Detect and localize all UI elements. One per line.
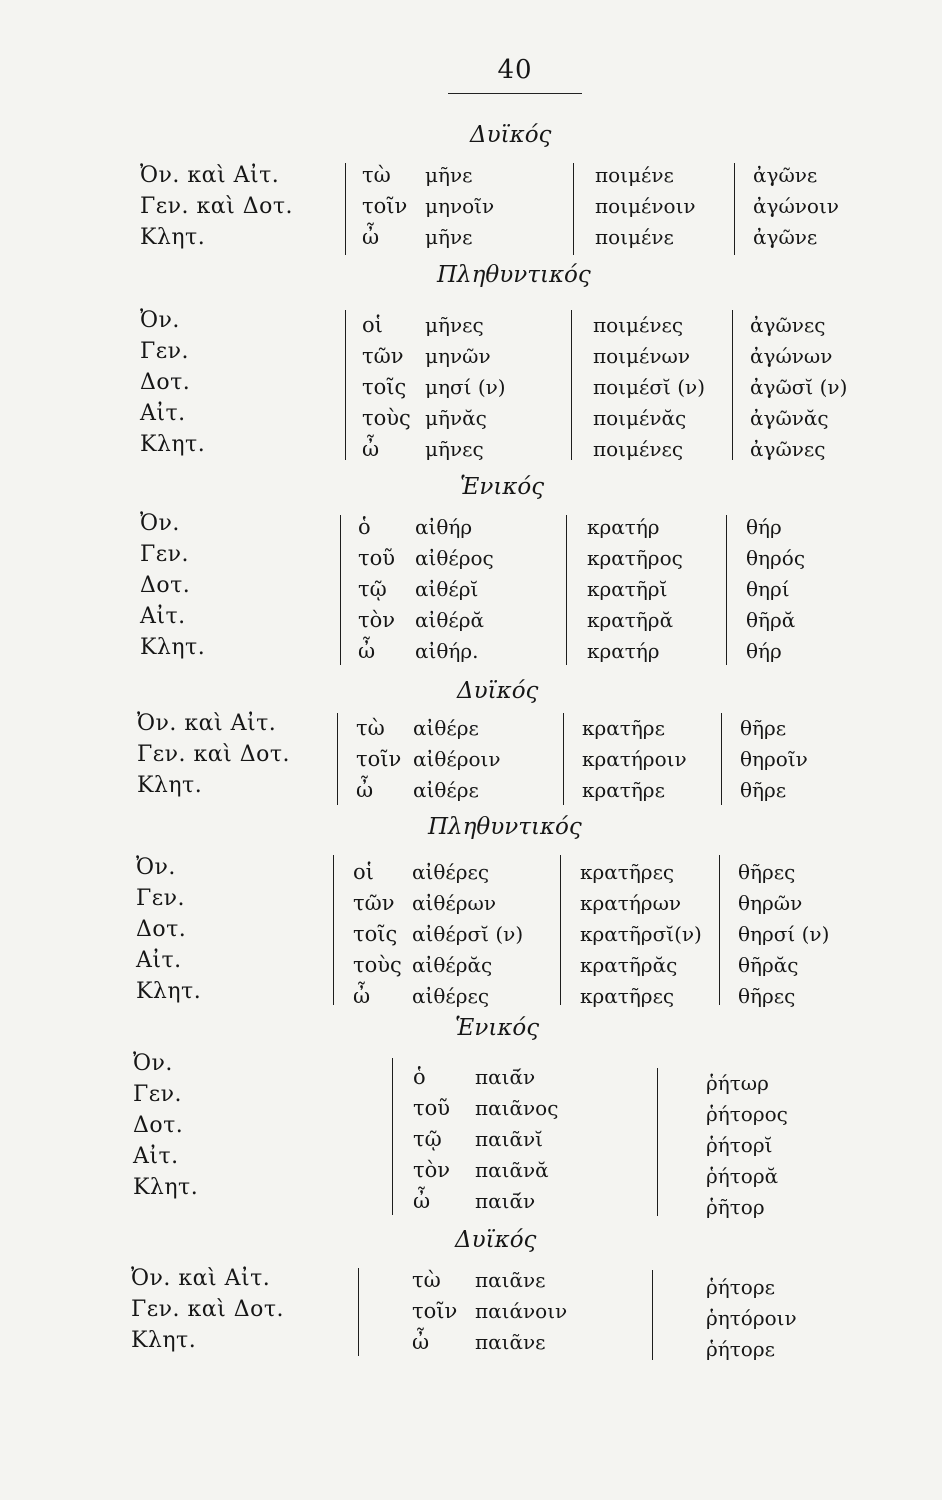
noun-form: παιᾶνᾰ <box>475 1158 549 1182</box>
noun-form: ῥήτορῐ <box>706 1133 773 1157</box>
noun-form: αἰθέρων <box>412 891 496 915</box>
case-label: Γεν. <box>133 1082 183 1107</box>
page-number: 40 <box>497 55 533 85</box>
noun-column <box>750 310 847 465</box>
article: τοῦ <box>413 1096 451 1120</box>
noun-form: ποιμένων <box>593 344 691 368</box>
page-number-rule <box>448 93 582 94</box>
noun-column <box>753 160 839 253</box>
case-label: Ὀν. <box>140 308 180 333</box>
noun-form: θηρί <box>746 577 790 601</box>
article: τοῖς <box>362 375 407 399</box>
noun-form: αἰθήρ <box>415 515 473 539</box>
article-column <box>362 160 407 253</box>
noun-form: κρατῆρες <box>580 860 675 884</box>
column-divider <box>571 310 572 460</box>
noun-form: παιᾱ́ν <box>475 1189 536 1213</box>
noun-form: ἀγῶνες <box>750 437 826 461</box>
case-labels <box>131 1263 284 1356</box>
column-divider <box>345 310 346 460</box>
case-labels <box>136 852 201 1007</box>
noun-column <box>595 160 696 253</box>
article: τῶν <box>353 891 395 915</box>
case-labels <box>133 1048 198 1203</box>
case-label: Ὀν. καὶ Αἰτ. <box>140 163 280 188</box>
article-column <box>362 310 411 465</box>
article: τοὺς <box>353 953 402 977</box>
article: τοῖς <box>353 922 398 946</box>
case-label: Γεν. <box>140 542 190 567</box>
article: ὦ <box>358 639 376 663</box>
noun-column <box>475 1062 558 1217</box>
heading-dual: Δυϊκός <box>455 1227 537 1253</box>
case-label: Δοτ. <box>133 1113 184 1138</box>
case-label: Γεν. καὶ Δοτ. <box>140 194 294 219</box>
noun-form: θήρ <box>746 639 782 663</box>
heading-plural: Πληθυντικός <box>428 814 582 840</box>
case-label: Γεν. καὶ Δοτ. <box>137 742 291 767</box>
noun-form: μῆνες <box>425 313 484 337</box>
case-label: Κλητ. <box>140 225 206 250</box>
case-labels <box>140 305 205 460</box>
noun-form: αἰθέρε <box>413 778 479 802</box>
article: ὦ <box>356 778 374 802</box>
article: ὁ <box>413 1065 426 1089</box>
case-labels <box>140 508 205 663</box>
article: τὼ <box>362 163 391 187</box>
noun-form: μῆνε <box>425 163 473 187</box>
article: ὦ <box>362 225 380 249</box>
noun-form: κρατῆρε <box>582 716 665 740</box>
case-label: Κλητ. <box>131 1328 197 1353</box>
case-label: Δοτ. <box>140 370 191 395</box>
noun-form: ῥήτορε <box>706 1275 775 1299</box>
noun-form: αἰθέρᾰ <box>415 608 485 632</box>
article-column <box>356 713 401 806</box>
noun-form: θηρός <box>746 546 806 570</box>
noun-form: μῆνες <box>425 437 484 461</box>
noun-column <box>475 1265 567 1358</box>
noun-form: αἰθέρσῐ (ν) <box>412 922 524 946</box>
heading-plural: Πληθυντικός <box>437 262 591 288</box>
noun-form: ῥήτωρ <box>706 1071 769 1095</box>
noun-form: θηρσί (ν) <box>738 922 830 946</box>
noun-column <box>587 512 683 667</box>
column-divider <box>652 1270 653 1360</box>
noun-form: αἰθέρες <box>412 860 490 884</box>
noun-form: μῆνε <box>425 225 473 249</box>
noun-form: ῥητόροιν <box>706 1306 797 1330</box>
noun-form: ῥήτορος <box>706 1102 788 1126</box>
noun-column <box>425 310 506 465</box>
noun-form: θηροῖν <box>740 747 808 771</box>
noun-form: κρατήροιν <box>582 747 687 771</box>
article: τὸν <box>413 1158 451 1182</box>
case-label: Ὀν. καὶ Αἰτ. <box>131 1266 271 1291</box>
noun-form: ἀγώνων <box>750 344 833 368</box>
noun-form: κρατήρων <box>580 891 682 915</box>
heading-dual: Δυϊκός <box>457 678 539 704</box>
case-label: Κλητ. <box>133 1175 199 1200</box>
article: ὁ <box>358 515 371 539</box>
article: ὦ <box>412 1330 430 1354</box>
case-label: Αἰτ. <box>133 1144 179 1169</box>
noun-column <box>580 857 702 1012</box>
noun-form: ἀγῶνες <box>750 313 826 337</box>
noun-form: κρατήρ <box>587 515 660 539</box>
article: τοῖν <box>362 194 408 218</box>
noun-form: αἰθήρ. <box>415 639 479 663</box>
noun-form: ῥῆτορ <box>706 1195 765 1219</box>
noun-form: αἰθέρος <box>415 546 494 570</box>
case-label: Κλητ. <box>137 773 203 798</box>
noun-form: μῆνᾰς <box>425 406 487 430</box>
case-label: Ὀν. <box>133 1051 173 1076</box>
noun-form: κρατῆρος <box>587 546 683 570</box>
column-divider <box>563 713 564 805</box>
noun-column <box>413 713 501 806</box>
noun-form: παιᾶνε <box>475 1268 546 1292</box>
noun-form: ποιμέσῐ (ν) <box>593 375 706 399</box>
noun-form: αἰθέρῐ <box>415 577 479 601</box>
noun-form: ῥήτορᾰ <box>706 1164 779 1188</box>
noun-form: κρατῆρᾰς <box>580 953 678 977</box>
article: τοῖν <box>356 747 402 771</box>
noun-form: παιᾶνος <box>475 1096 559 1120</box>
heading-dual: Δυϊκός <box>470 122 552 148</box>
noun-form: θῆρες <box>738 860 796 884</box>
case-label: Δοτ. <box>140 573 191 598</box>
noun-form: θηρῶν <box>738 891 803 915</box>
noun-form: κρατῆρε <box>582 778 665 802</box>
article: τὼ <box>412 1268 441 1292</box>
noun-form: μηνοῖν <box>425 194 495 218</box>
noun-form: ἀγώνοιν <box>753 194 839 218</box>
column-divider <box>657 1068 658 1216</box>
noun-form: ῥήτορε <box>706 1337 775 1361</box>
noun-form: παιάνοιν <box>475 1299 568 1323</box>
column-divider <box>340 515 341 665</box>
noun-form: μησί (ν) <box>425 375 506 399</box>
noun-column <box>415 512 494 667</box>
article: οἱ <box>353 860 374 884</box>
noun-column <box>412 857 523 1012</box>
case-label: Γεν. καὶ Δοτ. <box>131 1297 285 1322</box>
noun-form: κρατῆρῐ <box>587 577 668 601</box>
article: τῶν <box>362 344 404 368</box>
noun-form: θήρ <box>746 515 782 539</box>
noun-form: ποιμένες <box>593 313 684 337</box>
case-label: Ὀν. καὶ Αἰτ. <box>137 711 277 736</box>
noun-form: θῆρε <box>740 778 787 802</box>
column-divider <box>732 310 733 460</box>
column-divider <box>566 515 567 665</box>
noun-form: ποιμένε <box>595 163 674 187</box>
article: οἱ <box>362 313 383 337</box>
noun-column <box>738 857 829 1012</box>
noun-form: θῆρε <box>740 716 787 740</box>
noun-column <box>746 512 805 667</box>
noun-form: ἀγῶνᾰς <box>750 406 829 430</box>
article-column <box>358 512 395 667</box>
article: ὦ <box>362 437 380 461</box>
article: τῷ <box>413 1127 442 1151</box>
case-label: Αἰτ. <box>140 401 186 426</box>
case-label: Ὀν. <box>140 511 180 536</box>
column-divider <box>333 855 334 1005</box>
noun-form: αἰθέροιν <box>413 747 501 771</box>
noun-column <box>706 1068 788 1223</box>
case-label: Αἰτ. <box>140 604 186 629</box>
column-divider <box>721 713 722 805</box>
noun-column <box>593 310 705 465</box>
case-label: Δοτ. <box>136 917 187 942</box>
noun-form: κρατήρ <box>587 639 660 663</box>
article: τοῦ <box>358 546 396 570</box>
noun-form: ποιμένοιν <box>595 194 696 218</box>
article-column <box>353 857 402 1012</box>
noun-form: κρατῆρες <box>580 984 675 1008</box>
noun-form: αἰθέρες <box>412 984 490 1008</box>
noun-form: αἰθέρᾰς <box>412 953 493 977</box>
case-label: Κλητ. <box>140 635 206 660</box>
noun-column <box>706 1272 797 1365</box>
noun-form: θῆρᾰς <box>738 953 799 977</box>
case-label: Κλητ. <box>140 432 206 457</box>
case-label: Κλητ. <box>136 979 202 1004</box>
article: τὼ <box>356 716 385 740</box>
noun-form: ποιμένᾰς <box>593 406 687 430</box>
article-column <box>413 1062 450 1217</box>
column-divider <box>345 163 346 255</box>
article: ὦ <box>413 1189 431 1213</box>
column-divider <box>573 163 574 255</box>
article-column <box>412 1265 457 1358</box>
article: τὸν <box>358 608 396 632</box>
noun-form: ἀγῶσῐ (ν) <box>750 375 848 399</box>
noun-form: παιᾶνε <box>475 1330 546 1354</box>
column-divider <box>358 1268 359 1356</box>
noun-form: παιᾶνῐ <box>475 1127 543 1151</box>
noun-column <box>425 160 494 253</box>
noun-column <box>582 713 687 806</box>
article: ὦ <box>353 984 371 1008</box>
noun-form: κρατῆρσῐ(ν) <box>580 922 702 946</box>
noun-form: ἀγῶνε <box>753 225 818 249</box>
column-divider <box>719 855 720 1005</box>
case-label: Γεν. <box>140 339 190 364</box>
column-divider <box>337 713 338 805</box>
noun-form: παιᾱ́ν <box>475 1065 536 1089</box>
column-divider <box>734 163 735 255</box>
heading-singular: Ἑνικός <box>460 474 545 500</box>
noun-column <box>740 713 808 806</box>
noun-form: θῆρες <box>738 984 796 1008</box>
noun-form: ἀγῶνε <box>753 163 818 187</box>
column-divider <box>560 855 561 1005</box>
case-label: Αἰτ. <box>136 948 182 973</box>
noun-form: κρατῆρᾰ <box>587 608 674 632</box>
case-label: Ὀν. <box>136 855 176 880</box>
heading-singular: Ἑνικός <box>455 1015 540 1041</box>
case-labels <box>140 160 293 253</box>
case-labels <box>137 708 290 801</box>
case-label: Γεν. <box>136 886 186 911</box>
noun-form: θῆρᾰ <box>746 608 796 632</box>
noun-form: ποιμένε <box>595 225 674 249</box>
article: τοῖν <box>412 1299 458 1323</box>
noun-form: αἰθέρε <box>413 716 479 740</box>
article: τῷ <box>358 577 387 601</box>
column-divider <box>726 515 727 665</box>
article: τοὺς <box>362 406 411 430</box>
noun-form: μηνῶν <box>425 344 491 368</box>
noun-form: ποιμένες <box>593 437 684 461</box>
column-divider <box>392 1058 393 1215</box>
